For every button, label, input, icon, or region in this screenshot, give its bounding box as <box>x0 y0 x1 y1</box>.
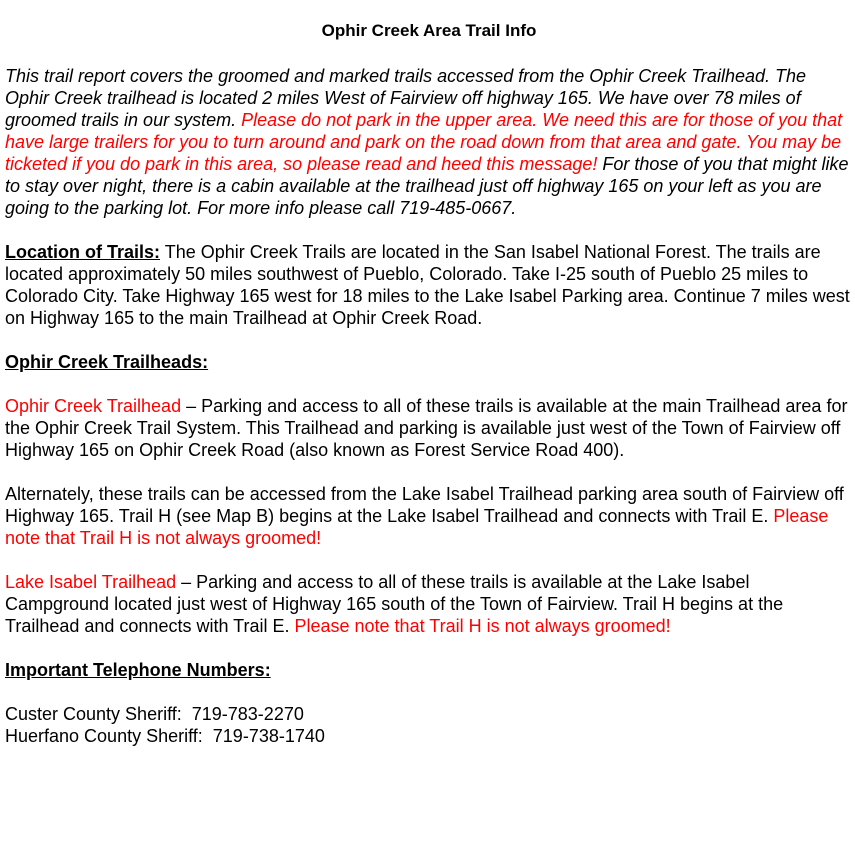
phones-heading-paragraph <box>5 659 853 681</box>
alternate-text: Alternately, these trails can be accessed from the Lake Isabel Trailhead parking area south of Fairview off Highway 165. Trail H (see Map B) begins at the Lake Isabel Trailhead and connects with Trail E. <box>5 484 844 526</box>
isabel-trailhead-name: Lake Isabel Trailhead <box>5 572 177 592</box>
trailheads-heading-paragraph <box>5 351 853 373</box>
intro-text-1: This trail report covers the groomed and marked trails accessed from the Ophir Creek Trailhead. The Ophir Creek trailhead is located 2 miles West of Fairview off highway 165. We have over 78 miles of groomed trails in our system. <box>5 66 806 130</box>
phones-heading: Important Telephone Numbers: <box>5 660 271 680</box>
phones-list <box>5 703 853 747</box>
alternate-note: Please note that Trail H is not always groomed! <box>5 506 829 548</box>
ophir-trailhead-paragraph <box>5 395 853 461</box>
isabel-trailhead-text: – Parking and access to all of these trails is available at the Lake Isabel Campground located just west of Highway 165 south of the Town of Fairview. Trail H begins at the Trailhead and connects with Trail E. <box>5 572 784 636</box>
trailheads-heading: Ophir Creek Trailheads: <box>5 352 209 372</box>
page-title: Ophir Creek Area Trail Info <box>321 21 537 40</box>
document <box>5 0 853 747</box>
location-heading: Location of Trails: <box>5 242 161 262</box>
phone-huerfano-sheriff: Huerfano County Sheriff: 719-738-1740 <box>5 726 325 746</box>
alternate-paragraph <box>5 483 853 549</box>
phone-custer-sheriff: Custer County Sheriff: 719-783-2270 <box>5 704 304 724</box>
location-text: The Ophir Creek Trails are located in the San Isabel National Forest. The trails are located approximately 50 miles southwest of Pueblo, Colorado. Take I-25 south of Pueblo 25 miles to Colorado City. Take Highway 165 west for 18 miles to the Lake Isabel Parking area. Continue 7 miles west on Highway 165 to the main Trailhead at Ophir Creek Road. <box>5 242 850 328</box>
intro-paragraph <box>5 65 853 219</box>
ophir-trailhead-text: – Parking and access to all of these trails is available at the main Trailhead area for the Ophir Creek Trail System. This Trailhead and parking is available just west of the Town of Fairview off Highway 165 on Ophir Creek Road (also known as Forest Service Road 400). <box>5 396 848 460</box>
isabel-trailhead-paragraph <box>5 571 853 637</box>
intro-text-2: For those of you that might like to stay over night, there is a cabin available at the trailhead just off highway 165 on your left as you are going to the parking lot. For more info please call 719-485-0667. <box>5 154 849 218</box>
location-paragraph <box>5 241 853 329</box>
parking-warning: Please do not park in the upper area. We need this are for those of you that have large trailers for you to turn around and park on the road down from that area and gate. You may be ticketed if you do park in this area, so please read and heed this message! <box>5 110 843 174</box>
ophir-trailhead-name: Ophir Creek Trailhead <box>5 396 182 416</box>
isabel-note: Please note that Trail H is not always groomed! <box>294 616 671 636</box>
